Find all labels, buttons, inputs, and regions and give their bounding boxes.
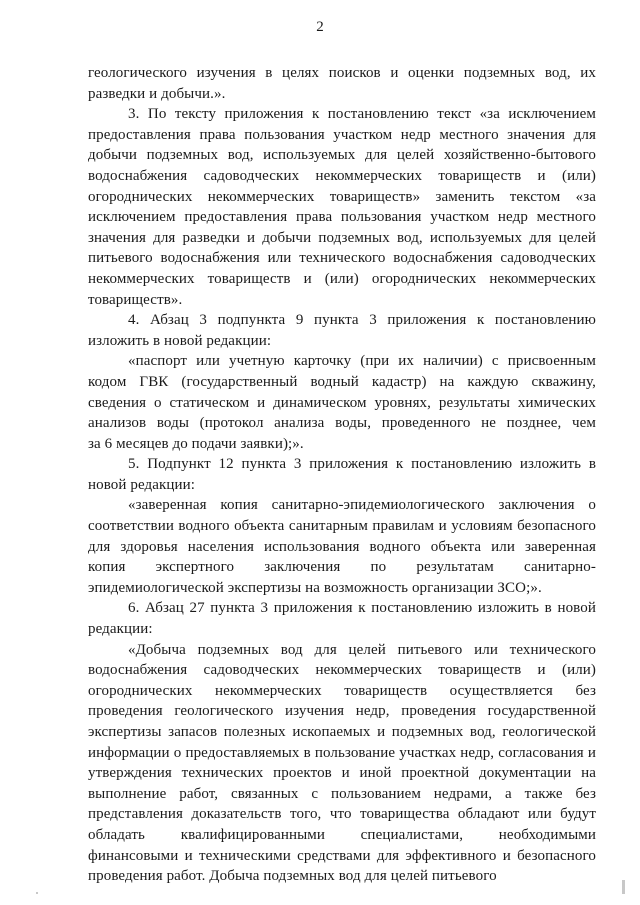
text-line: за 6 месяцев до подачи заявки);». [88,435,304,452]
text-line: информации о предоставляемых в пользование участках недр, согласования и [88,744,596,761]
text-line: 5. Подпункт 12 пункта 3 приложения к постановлению изложить в [128,456,596,473]
text-line: проведения геологического изучения недр, проведения государственной [88,703,596,720]
text-line: изложить в новой редакции: [88,332,272,349]
text-line: сведения о статическом и динамическом уровнях, результаты химических [88,394,596,411]
text-line: экспертизы запасов полезных ископаемых и подземных вод, геологической [88,724,596,740]
text-line: представления доказательств того, что товарищества обладают или будут [88,806,596,823]
text-line: выполнение работ, связанных с пользованием недрами, а также без [88,785,596,802]
text-line: значения для разведки и добычи подземных вод, используемых для целей [88,229,596,246]
text-line: утверждения технических проектов и иной проектной документации на [88,765,596,782]
text-line: анализов воды (протокол анализа воды, проведенного не позднее, чем [88,415,596,432]
text-line: товариществ». [88,291,183,308]
text-line: для здоровья населения использования водного объекта или заверенная [88,538,596,555]
text-line: водоснабжения садоводческих некоммерческих товариществ и (или) [88,662,596,679]
text-line: огороднических некоммерческих товариществ осуществляется без [88,682,596,699]
paragraph-p-6-quote [88,640,596,887]
paragraph-p-4-quote [88,351,596,454]
paragraph-p-4 [88,310,596,351]
text-line: предоставления права пользования участком недр местного значения для [88,126,596,143]
text-line: кодом ГВК (государственный водный кадастр) на каждую скважину, [88,373,596,390]
text-line: «Добыча подземных вод для целей питьевого или технического [128,641,596,658]
text-line: добычи подземных вод, используемых для целей хозяйственно-бытового [88,147,596,164]
text-line: геологического изучения в целях поисков и оценки подземных вод, их [88,65,596,81]
text-line: 4. Абзац 3 подпункта 9 пункта 3 приложения к постановлению [128,312,596,329]
text-line: исключением предоставления права пользования участком недр местного [88,209,596,226]
paragraph-p-3 [88,104,596,310]
paragraph-p-5 [88,454,596,495]
text-line: новой редакции: [88,476,196,493]
page-number: 2 [316,19,324,35]
text-line: огороднических некоммерческих товариществ» заменить текстом «за [88,188,596,205]
text-line: «заверенная копия санитарно-эпидемиологического заключения о [128,497,596,514]
text-line: 6. Абзац 27 пункта 3 приложения к постановлению изложить в новой [128,600,596,617]
text-line: копия экспертного заключения по результатам санитарно- [88,559,596,576]
text-line: редакции: [88,621,153,638]
text-line: обладать квалифицированными специалистами, необходимыми [88,826,596,843]
text-line: проведения работ. Добыча подземных вод для целей питьевого [88,868,497,885]
text-line: питьевого водоснабжения или технического водоснабжения садоводческих [88,250,596,267]
text-line: разведки и добычи.». [88,85,226,102]
text-line: финансовыми и техническими средствами для эффективного и безопасного [88,847,596,864]
document-body [88,63,596,887]
scan-mark [36,892,38,894]
scan-mark [622,880,625,894]
text-line: некоммерческих товариществ и (или) огороднических некоммерческих [88,270,596,287]
paragraph-p-6 [88,598,596,639]
text-line: соответствии водного объекта санитарным правилам и условиям безопасного [88,518,596,535]
text-line: 3. По тексту приложения к постановлению текст «за исключением [128,106,596,123]
paragraph-p-5-quote [88,495,596,598]
text-line: «паспорт или учетную карточку (при их наличии) с присвоенным [128,353,596,370]
paragraph-p-cont [88,63,596,104]
text-line: водоснабжения садоводческих некоммерческих товариществ и (или) [88,167,596,184]
text-line: эпидемиологической экспертизы на возможность организации ЗСО;». [88,579,542,596]
